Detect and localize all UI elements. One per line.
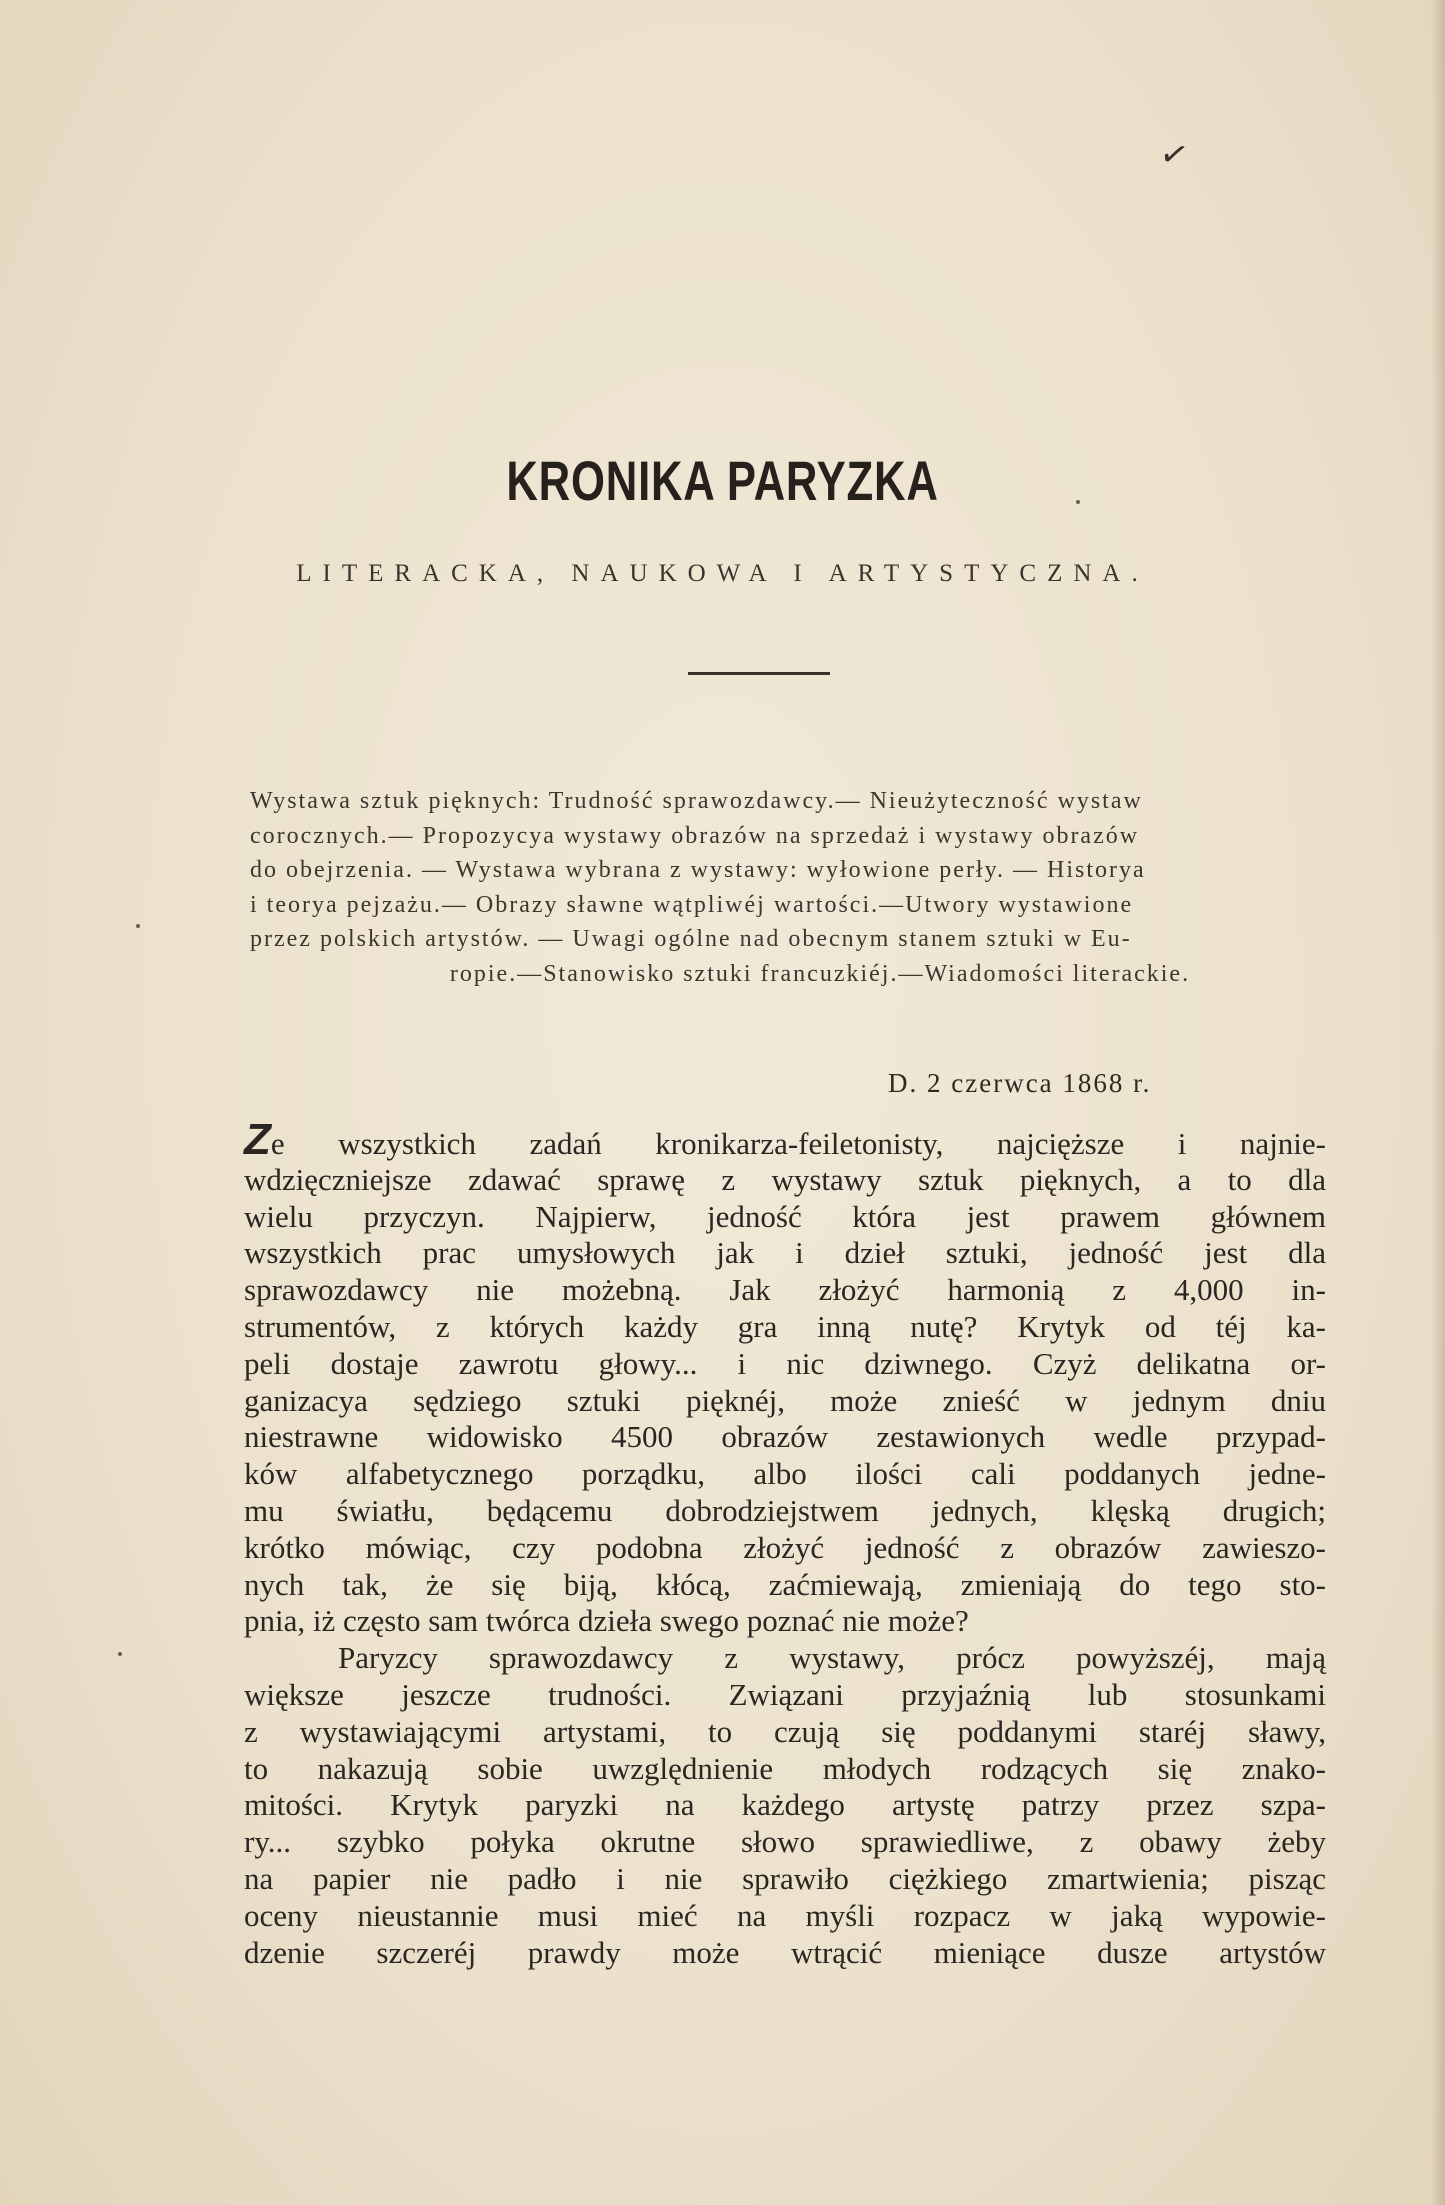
summary-line: ropie.—Stanowisko sztuki francuzkiéj.—Wiadomości literackie. bbox=[449, 960, 1191, 987]
body-line: to nakazują sobie uwzględnienie młodych rodzących się znako- bbox=[244, 1750, 1326, 1786]
body-line: ków alfabetycznego porządku, albo ilości cali poddanych jedne- bbox=[244, 1456, 1326, 1492]
body-line: strumentów, z których każdy gra inną nutę? Krytyk od téj ka- bbox=[244, 1308, 1326, 1344]
pencil-mark: ✓ bbox=[1156, 134, 1192, 177]
body-line: pnia, iż często sam twórca dzieła swego poznać nie może? bbox=[244, 1603, 969, 1639]
summary-line: i teorya pejzażu.— Obrazy sławne wątpliwéj wartości.—Utwory wystawione bbox=[250, 891, 1134, 918]
summary-line: do obejrzenia. — Wystawa wybrana z wystawy: wyłowione perły. — Historya bbox=[250, 857, 1146, 884]
body-line: wdzięczniejsze zdawać sprawę z wystawy sztuk pięknych, a to dla bbox=[244, 1161, 1326, 1197]
page-edge-shadow bbox=[1431, 0, 1445, 2205]
paper-speck bbox=[1076, 500, 1080, 504]
body-line: e wszystkich zadań kronikarza-feiletonisty, najcięższe i najnie- bbox=[270, 1126, 1326, 1161]
body-line: Paryzcy sprawozdawcy z wystawy, prócz powyższéj, mają bbox=[338, 1640, 1326, 1676]
summary-line: Wystawa sztuk pięknych: Trudność sprawozdawcy.— Nieużyteczność wystaw bbox=[250, 788, 1143, 814]
body-line: niestrawne widowisko 4500 obrazów zestawionych wedle przypad- bbox=[244, 1419, 1326, 1455]
article-body bbox=[244, 1115, 1326, 1971]
paper-speck bbox=[136, 924, 140, 928]
summary-line: corocznych.— Propozycya wystawy obrazów na sprzedaż i wystawy obrazów bbox=[250, 822, 1140, 849]
title-divider bbox=[688, 672, 830, 675]
body-line: peli dostaje zawrotu głowy... i nic dziwnego. Czyż delikatna or- bbox=[244, 1345, 1326, 1381]
body-line: mitości. Krytyk paryzki na każdego artystę patrzy przez szpa- bbox=[244, 1787, 1326, 1823]
body-line: na papier nie padło i nie sprawiło ciężkiego zmartwienia; pisząc bbox=[244, 1860, 1326, 1896]
body-line: sprawozdawcy nie możebną. Jak złożyć harmonią z 4,000 in- bbox=[244, 1272, 1326, 1308]
page-title: KRONIKA PARYZKA bbox=[506, 449, 939, 512]
summary-line: przez polskich artystów. — Uwagi ogólne nad obecnym stanem sztuki w Eu- bbox=[250, 926, 1132, 953]
body-line: wielu przyczyn. Najpierw, jedność która jest prawem głównem bbox=[244, 1198, 1326, 1234]
drop-cap: Z bbox=[244, 1115, 271, 1164]
paper-speck bbox=[118, 1652, 122, 1656]
body-line: mu światłu, będącemu dobrodziejstwem jednych, klęską drugich; bbox=[244, 1492, 1326, 1528]
body-line: nych tak, że się biją, kłócą, zaćmiewają, zmieniają do tego sto- bbox=[244, 1566, 1326, 1602]
body-line: krótko mówiąc, czy podobna złożyć jedność z obrazów zawieszo- bbox=[244, 1529, 1326, 1565]
body-line: ganizacya sędziego sztuki pięknéj, może znieść w jednym dniu bbox=[244, 1382, 1326, 1418]
body-line: z wystawiającymi artystami, to czują się poddanymi staréj sławy, bbox=[244, 1713, 1326, 1749]
page-subtitle: LITERACKA, NAUKOWA I ARTYSTYCZNA. bbox=[296, 560, 1149, 587]
body-line: ry... szybko połyka okrutne słowo sprawiedliwe, z obawy żeby bbox=[244, 1824, 1326, 1860]
body-line: dzenie szczeréj prawdy może wtrącić mieniące dusze artystów bbox=[244, 1934, 1326, 1970]
dateline: D. 2 czerwca 1868 r. bbox=[888, 1068, 1152, 1098]
body-line: wszystkich prac umysłowych jak i dzieł sztuki, jedność jest dla bbox=[244, 1235, 1326, 1271]
body-line: oceny nieustannie musi mieć na myśli rozpacz w jaką wypowie- bbox=[244, 1897, 1326, 1933]
chapter-summary bbox=[250, 784, 1330, 992]
body-line: większe jeszcze trudności. Związani przyjaźnią lub stosunkami bbox=[244, 1676, 1326, 1712]
